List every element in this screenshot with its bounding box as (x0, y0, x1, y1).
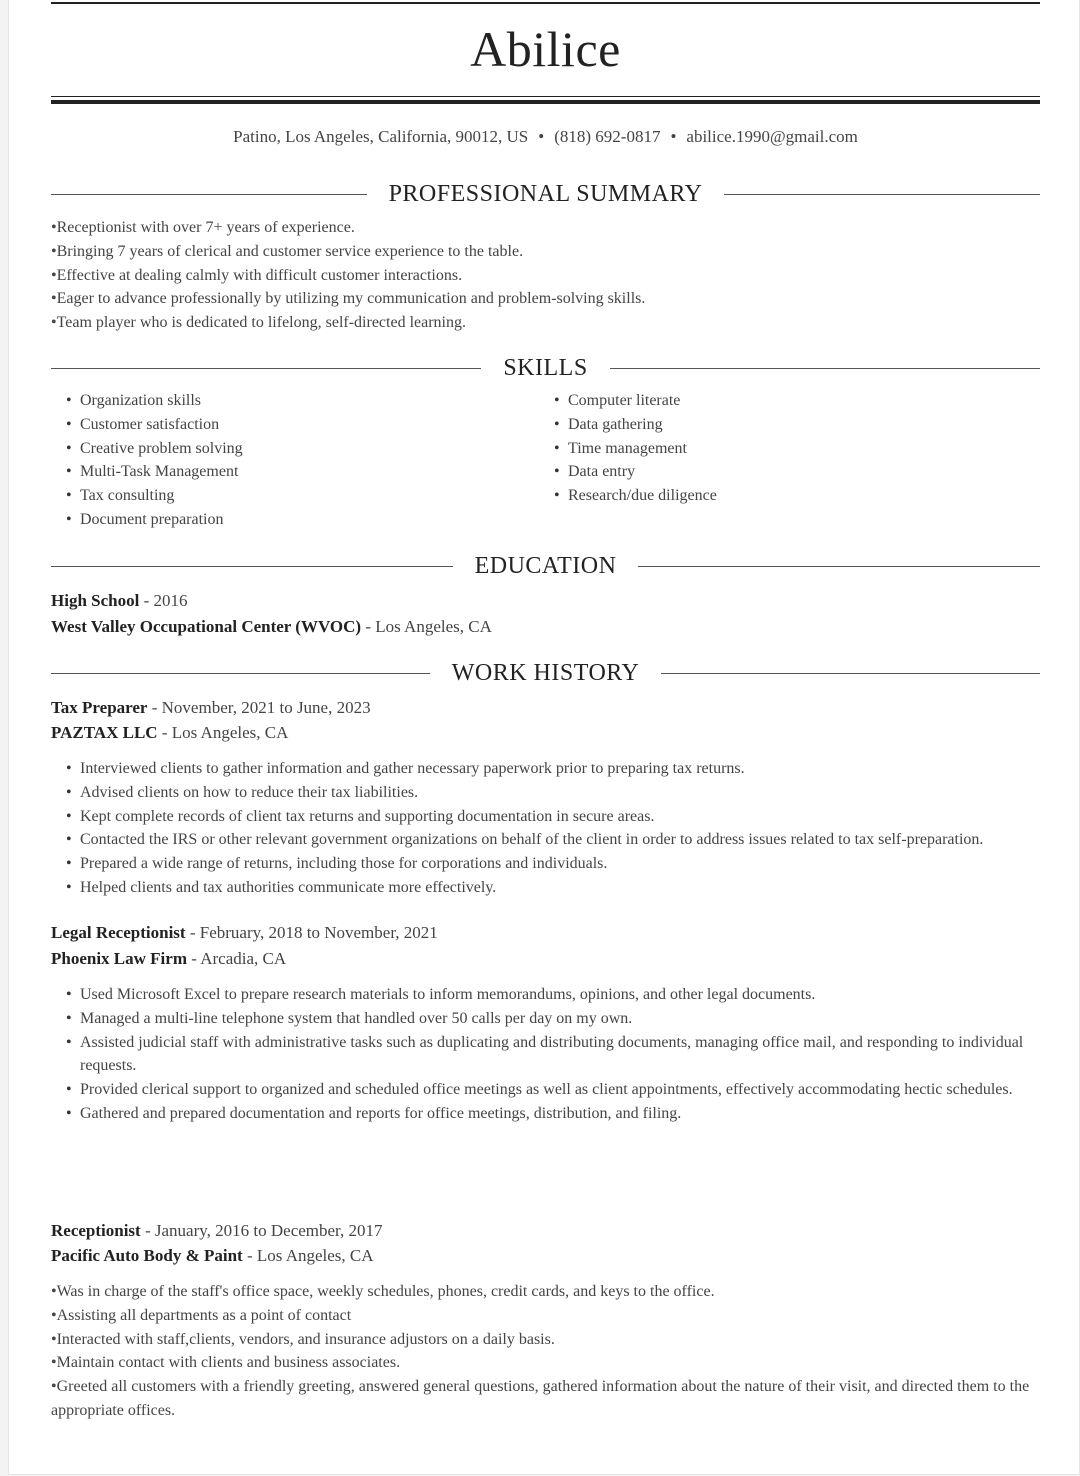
heading-rule (51, 194, 367, 195)
job-duty: •Interacted with staff,clients, vendors, and insurance adjustors on a daily basis. (51, 1330, 555, 1348)
job-duties-list (51, 757, 1040, 900)
skill-item: • Organization skills (51, 389, 243, 413)
contact-phone: (818) 692-0817 (554, 127, 661, 146)
job-duties-list (51, 983, 1040, 1126)
skill-item: • Multi-Task Management (51, 460, 243, 484)
job-duty: • Managed a multi-line telephone system that handled over 50 calls per day on my own. (51, 1007, 1040, 1031)
header-top-rule (51, 2, 1040, 4)
summary-item: •Eager to advance professionally by utilizing my communication and problem-solving skills. (51, 290, 646, 308)
contact-separator: • (670, 127, 677, 146)
work-heading (51, 658, 1040, 688)
job-duty: •Was in charge of the staff's office space, weekly schedules, phones, credit cards, and keys to the office. (51, 1283, 715, 1300)
contact-line (51, 126, 1040, 148)
summary-title: PROFESSIONAL SUMMARY (388, 181, 703, 207)
skill-item: • Creative problem solving (51, 437, 243, 461)
summary-heading (51, 179, 1040, 209)
job-role: Tax Preparer (51, 698, 148, 717)
job-location: - Arcadia, CA (187, 949, 287, 968)
job-duty: • Used Microsoft Excel to prepare research materials to inform memorandums, opinions, and other legal documents. (51, 983, 1040, 1007)
job-company: Pacific Auto Body & Paint (51, 1246, 243, 1265)
education-title: EDUCATION (474, 553, 617, 579)
job-duty: • Advised clients on how to reduce their tax liabilities. (51, 781, 1040, 805)
candidate-name: Abilice (470, 21, 621, 77)
skills-left-column (51, 389, 243, 532)
resume-page (8, 0, 1080, 1475)
header-rule-thin (51, 96, 1040, 97)
job-duty: • Contacted the IRS or other relevant government organizations on behalf of the client in order to address issues related to tax self-preparation. (51, 828, 1040, 852)
skill-item: • Time management (539, 437, 717, 461)
heading-rule (51, 368, 481, 369)
education-degree-line (51, 589, 1040, 613)
job-role-line (51, 1219, 1040, 1243)
summary-item: •Team player who is dedicated to lifelong, self-directed learning. (51, 314, 466, 332)
job-duty: •Maintain contact with clients and business associates. (51, 1354, 401, 1372)
skill-item: • Research/due diligence (539, 484, 717, 508)
summary-item: •Receptionist with over 7+ years of experience. (51, 219, 355, 236)
job-company-line (51, 1244, 1040, 1268)
education-location: - Los Angeles, CA (361, 617, 492, 636)
job-duty: • Assisted judicial staff with administrative tasks such as duplicating and distributing documents, managing office mail, and responding to individual requests. (51, 1031, 1040, 1079)
work-title: WORK HISTORY (451, 660, 640, 686)
job-duty: • Kept complete records of client tax returns and supporting documentation in secure areas. (51, 805, 1040, 829)
heading-rule (51, 673, 430, 674)
job-dates: - November, 2021 to June, 2023 (147, 698, 371, 717)
heading-rule (610, 368, 1040, 369)
job-duty: •Greeted all customers with a friendly greeting, answered general questions, gathered information about the nature of their visit, and directed them to the appropriate offices. (51, 1378, 1030, 1419)
skill-item: • Data gathering (539, 413, 717, 437)
job-company-line (51, 947, 1040, 971)
skill-item: • Document preparation (51, 508, 243, 532)
job-duty: • Interviewed clients to gather information and gather necessary paperwork prior to preparing tax returns. (51, 757, 1040, 781)
contact-email: abilice.1990@gmail.com (686, 127, 858, 146)
job-location: - Los Angeles, CA (242, 1246, 374, 1265)
education-school: West Valley Occupational Center (WVOC) (51, 617, 362, 636)
job-company: Phoenix Law Firm (51, 949, 187, 968)
contact-address: Patino, Los Angeles, California, 90012, US (233, 127, 529, 146)
job-company: PAZTAX LLC (51, 723, 158, 742)
education-heading (51, 551, 1040, 581)
skill-item: • Data entry (539, 460, 717, 484)
skill-item: • Tax consulting (51, 484, 243, 508)
education-year: - 2016 (139, 591, 188, 610)
job-dates: - January, 2016 to December, 2017 (140, 1221, 383, 1240)
skills-title: SKILLS (503, 355, 588, 381)
heading-rule (724, 194, 1040, 195)
heading-rule (51, 566, 453, 567)
skills-right-column (539, 389, 717, 508)
heading-rule (661, 673, 1040, 674)
job-company-line (51, 721, 1040, 745)
education-degree: High School (51, 591, 140, 610)
job-duty: • Helped clients and tax authorities communicate more effectively. (51, 876, 1040, 900)
job-location: - Los Angeles, CA (157, 723, 289, 742)
job-role-line (51, 696, 1040, 720)
job-duty: •Assisting all departments as a point of contact (51, 1306, 352, 1324)
job-duty: • Provided clerical support to organized and scheduled office meetings as well as client appointments, effectively accommodating hectic schedules. (51, 1078, 1040, 1102)
skill-item: • Computer literate (539, 389, 717, 413)
job-dates: - February, 2018 to November, 2021 (185, 923, 438, 942)
job-duties-list (51, 1280, 1040, 1423)
education-school-line (51, 615, 1040, 639)
summary-list (51, 216, 1040, 335)
heading-rule (638, 566, 1040, 567)
job-duty: • Gathered and prepared documentation and reports for office meetings, distribution, and filing. (51, 1102, 1040, 1126)
summary-item: •Bringing 7 years of clerical and customer service experience to the table. (51, 242, 524, 260)
skills-heading (51, 353, 1040, 383)
summary-item: •Effective at dealing calmly with difficult customer interactions. (51, 266, 463, 284)
skill-item: • Customer satisfaction (51, 413, 243, 437)
header-rule-thick (51, 100, 1040, 104)
contact-separator: • (538, 127, 545, 146)
job-role: Receptionist (51, 1221, 141, 1240)
job-role-line (51, 921, 1040, 945)
job-duty: • Prepared a wide range of returns, including those for corporations and individuals. (51, 852, 1040, 876)
job-role: Legal Receptionist (51, 923, 186, 942)
